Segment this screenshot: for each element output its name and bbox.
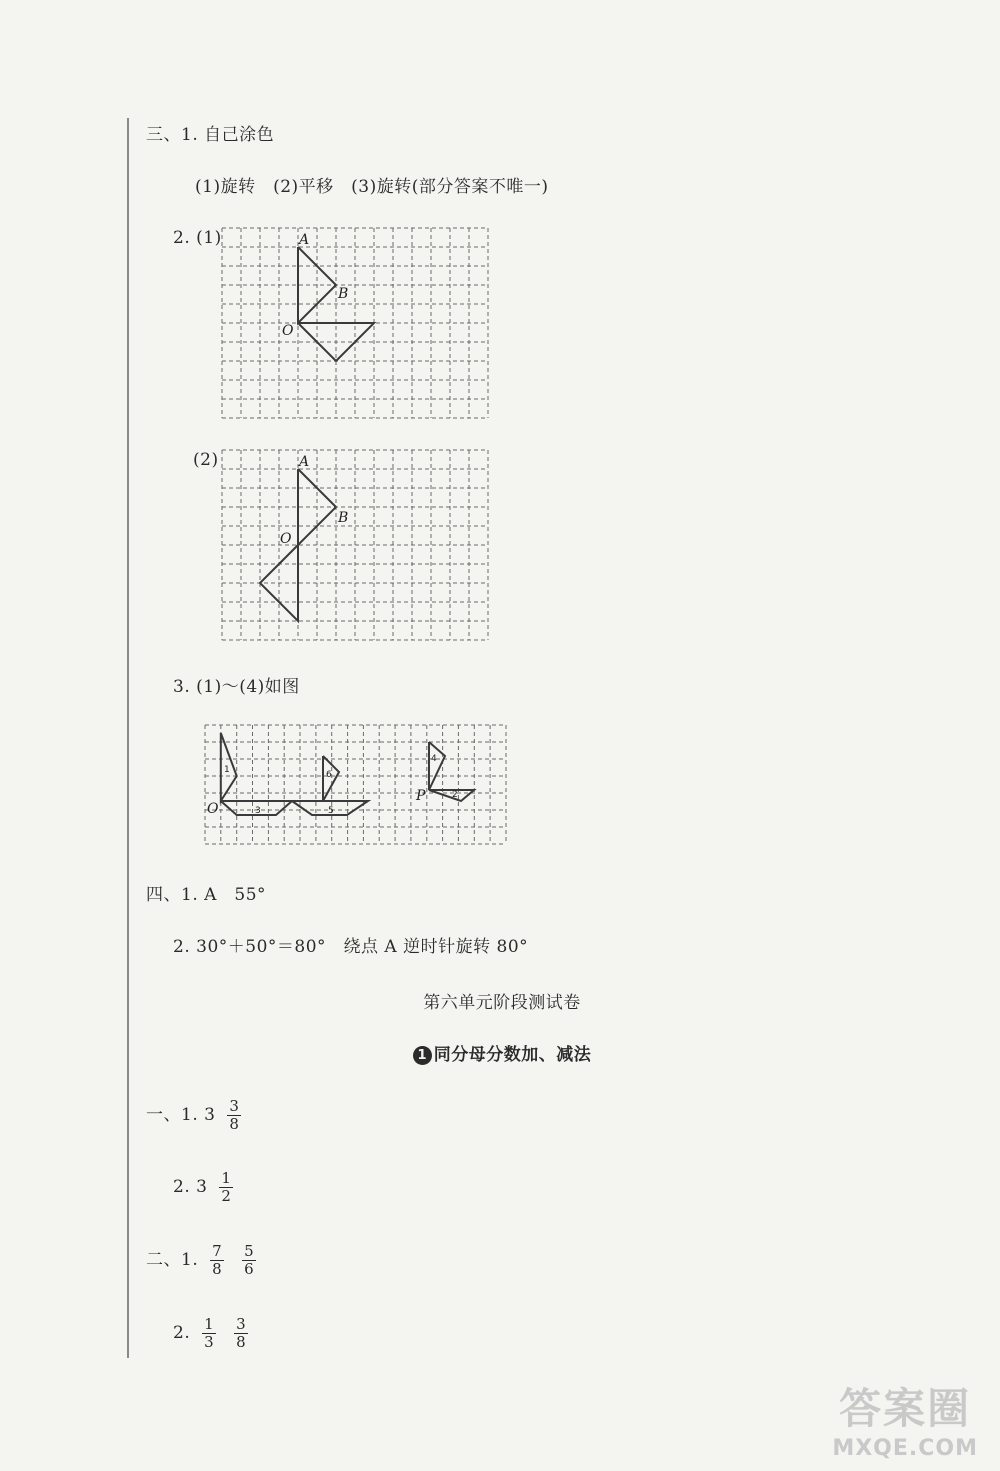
point-b-label: B bbox=[338, 286, 349, 302]
watermark-logo: 答案圈 bbox=[839, 1384, 972, 1433]
section2-q1 bbox=[146, 1243, 262, 1278]
point-b-label: B bbox=[338, 510, 349, 526]
section3-q3: 3. (1)～(4)如图 bbox=[173, 677, 300, 697]
fraction: $\frac{1}{2}$ bbox=[221, 1169, 232, 1205]
watermark bbox=[832, 1376, 978, 1461]
figure-3-grid bbox=[205, 725, 506, 844]
lesson-number-badge: 1 bbox=[413, 1046, 432, 1065]
figure-3 bbox=[205, 725, 506, 844]
point-a-label: A bbox=[299, 454, 310, 470]
point-o-label: O bbox=[280, 531, 292, 547]
point-o-label: O bbox=[207, 801, 219, 817]
figure-2-2 bbox=[222, 450, 488, 640]
section4-q2: 2. 30°＋50°＝80° 绕点 A 逆时针旋转 80° bbox=[173, 937, 529, 957]
section2-q2 bbox=[173, 1316, 254, 1351]
section2-q1-prefix: 二、1. bbox=[146, 1250, 199, 1270]
section3-q1-answers: (1)旋转 (2)平移 (3)旋转(部分答案不唯一) bbox=[195, 177, 549, 197]
section1-q2-prefix: 2. 3 bbox=[173, 1177, 208, 1197]
watermark-url: MXQE.COM bbox=[832, 1436, 978, 1461]
point-a-label: A bbox=[299, 232, 310, 248]
section1-q1-prefix: 一、1. 3 bbox=[146, 1105, 216, 1125]
fraction: $\frac{7}{8}$ bbox=[212, 1242, 223, 1278]
section1-q1 bbox=[146, 1098, 247, 1133]
fraction: $\frac{3}{8}$ bbox=[236, 1315, 247, 1351]
unit-subtitle-row bbox=[142, 1040, 862, 1065]
section3-q2-sub2-label: (2) bbox=[193, 450, 219, 470]
shape-1-number: 1 bbox=[224, 765, 230, 775]
section1-q2 bbox=[173, 1170, 239, 1205]
figure-2-1 bbox=[222, 228, 488, 418]
section2-q2-prefix: 2. bbox=[173, 1323, 191, 1343]
shape-4-number: 4 bbox=[431, 754, 437, 764]
shape-2-number: 2 bbox=[452, 790, 458, 800]
fraction: $\frac{3}{8}$ bbox=[229, 1097, 240, 1133]
section3-q2-label: 2. (1) bbox=[173, 228, 222, 248]
unit-subtitle: 同分母分数加、减法 bbox=[433, 1045, 592, 1065]
figure-2-2-grid bbox=[222, 450, 488, 640]
margin-line bbox=[127, 118, 129, 1358]
fraction: $\frac{5}{6}$ bbox=[244, 1242, 255, 1278]
unit-title: 第六单元阶段测试卷 bbox=[423, 993, 581, 1013]
section4-q1: 四、1. A 55° bbox=[146, 885, 267, 905]
point-o-label: O bbox=[282, 323, 294, 339]
shape-5-number: 5 bbox=[328, 806, 334, 816]
shape-6-number: 6 bbox=[326, 770, 332, 780]
section3-q1: 三、1. 自己涂色 bbox=[146, 125, 275, 145]
fraction: $\frac{1}{3}$ bbox=[204, 1315, 215, 1351]
shape-3-number: 3 bbox=[255, 806, 261, 816]
point-p-label: P bbox=[416, 788, 426, 804]
